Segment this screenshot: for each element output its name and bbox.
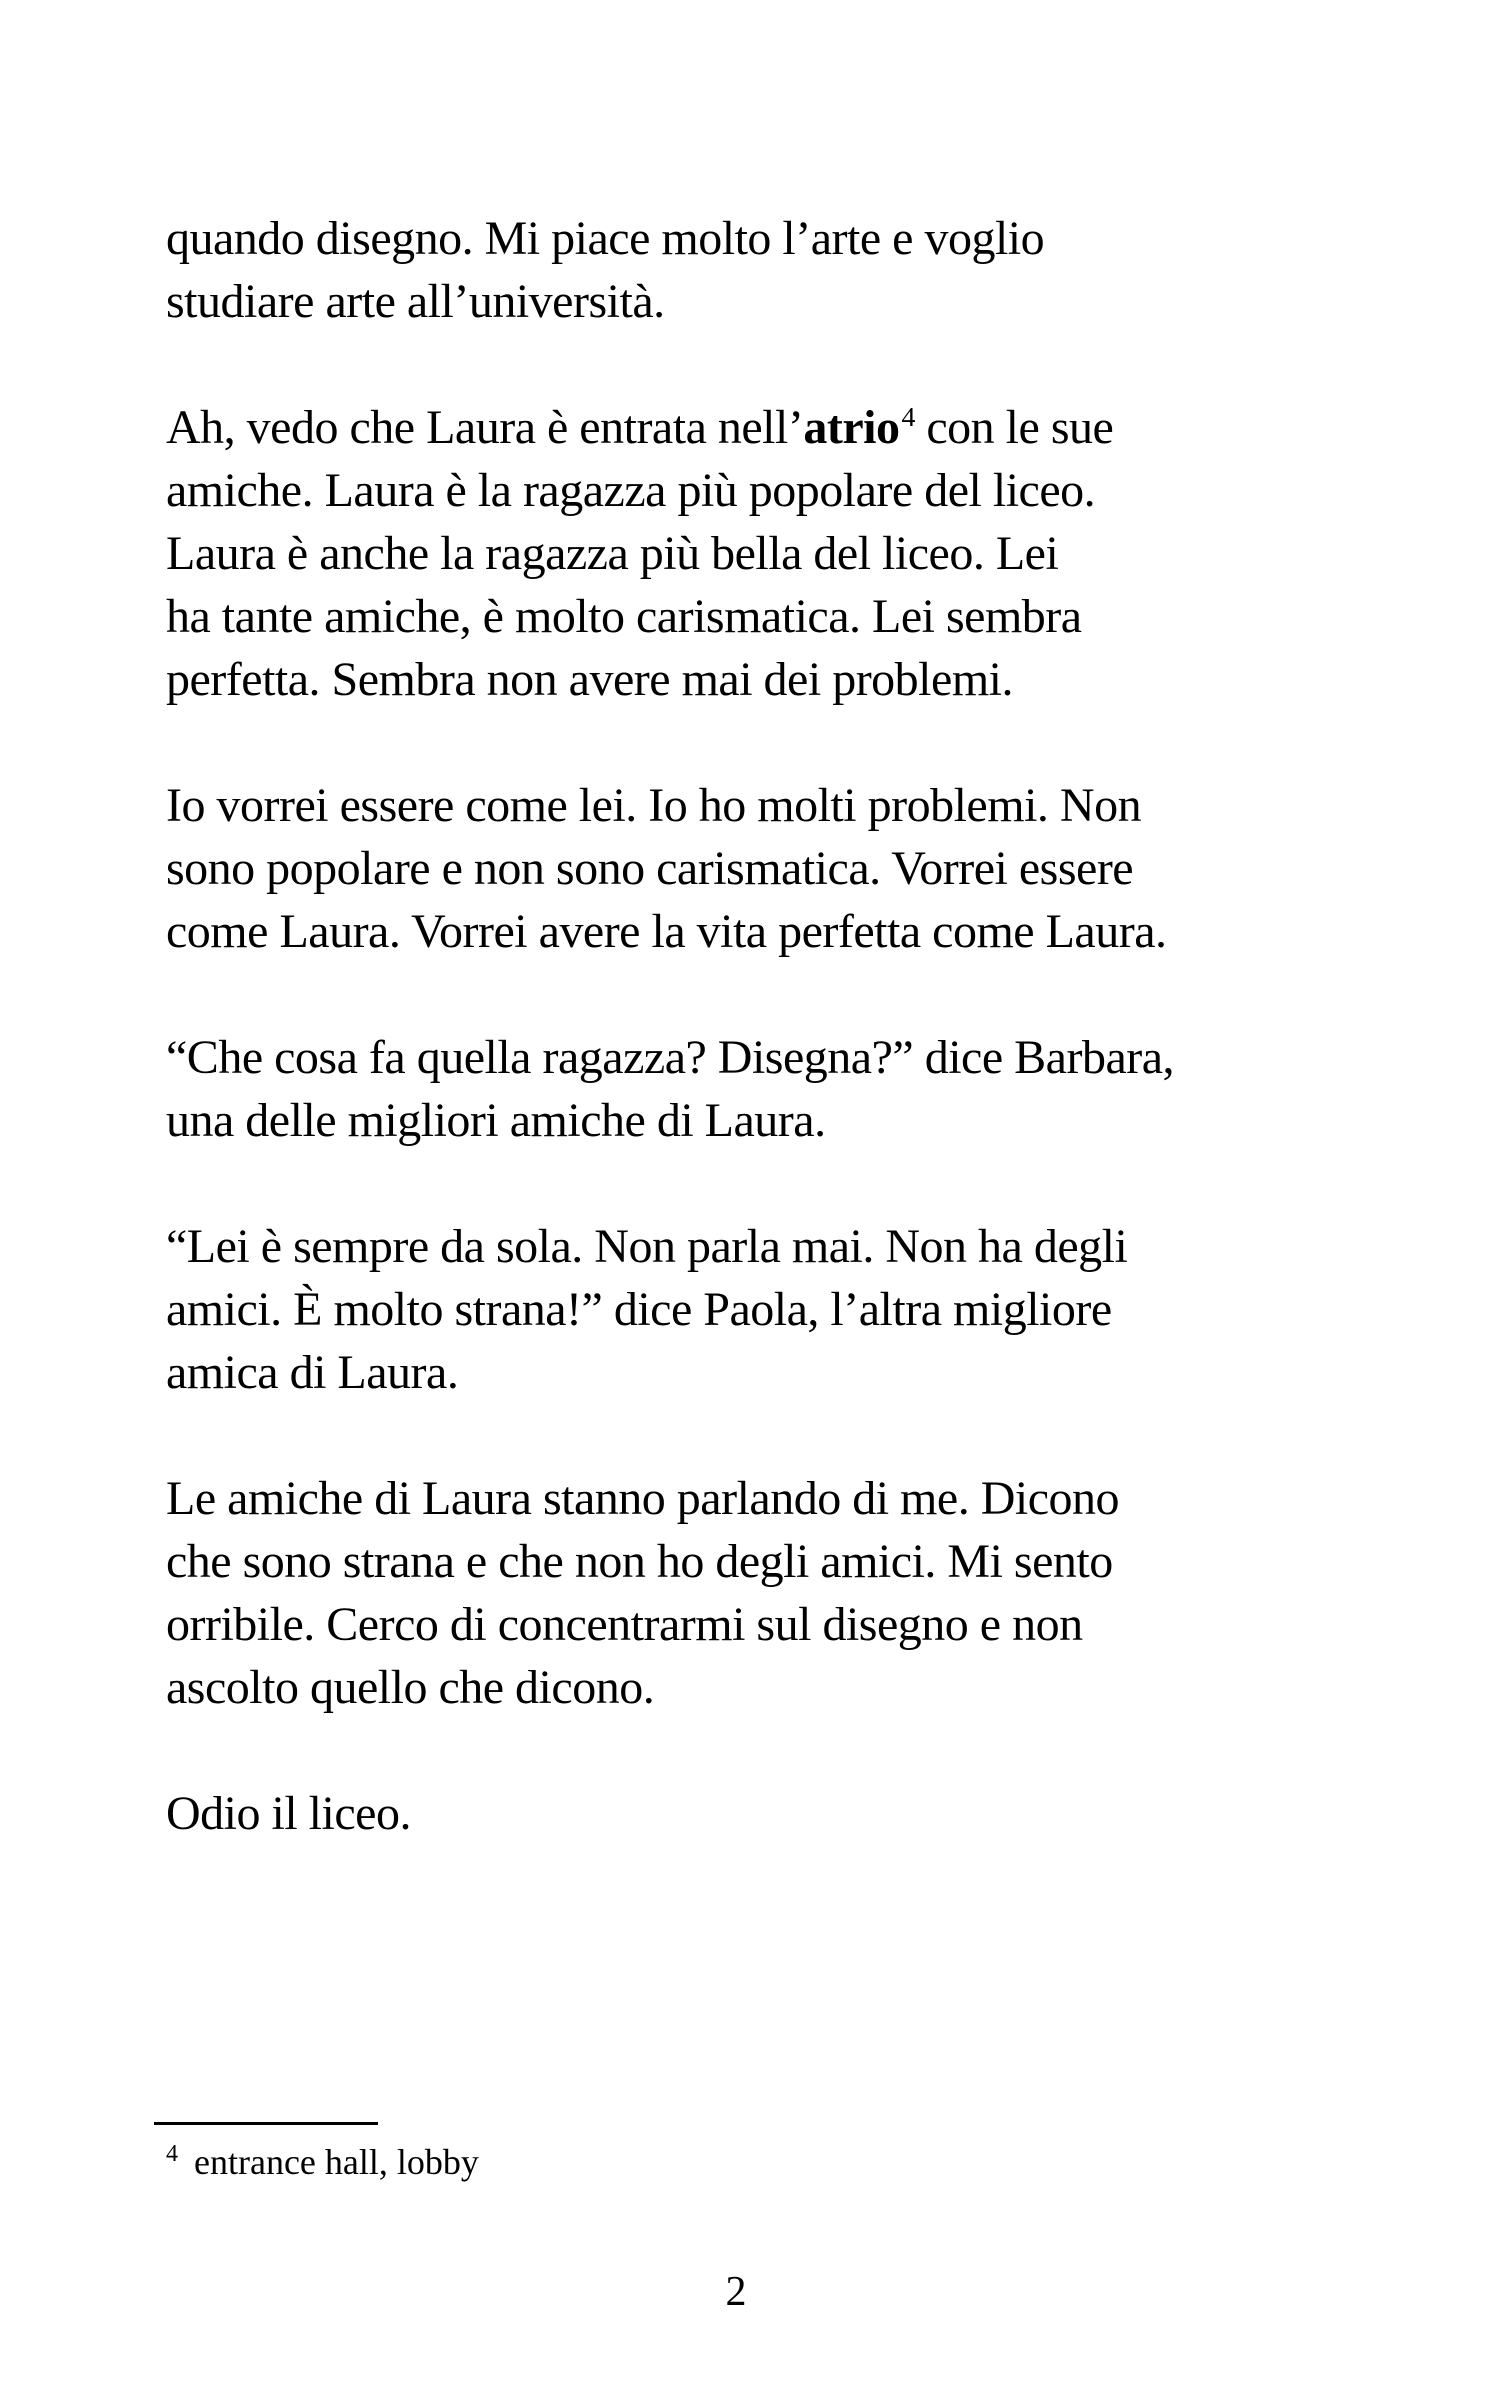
paragraph — [166, 1215, 1306, 1404]
text-line: Laura è anche la ragazza più bella del liceo. Lei — [166, 527, 1059, 580]
footnote — [166, 2140, 479, 2184]
text-line — [166, 396, 1306, 459]
page-number: 2 — [725, 2269, 747, 2315]
text-line: amica di Laura. — [166, 1346, 459, 1399]
footnote-text: entrance hall, lobby — [194, 2142, 479, 2182]
text-segment: Ah, vedo che Laura è entrata nell’ — [166, 401, 804, 454]
text-line: quando disegno. Mi piace molto l’arte e voglio — [166, 212, 1045, 265]
paragraph — [166, 207, 1306, 333]
paragraph — [166, 1467, 1306, 1719]
text-line: una delle migliori amiche di Laura. — [166, 1094, 826, 1147]
text-line: Io vorrei essere come lei. Io ho molti problemi. Non — [166, 779, 1142, 832]
text-line: Odio il liceo. — [166, 1787, 411, 1840]
text-line: studiare arte all’università. — [166, 275, 665, 328]
footnote-divider — [154, 2122, 378, 2125]
text-line: “Che cosa fa quella ragazza? Disegna?” dice Barbara, — [166, 1031, 1175, 1084]
text-line: perfetta. Sembra non avere mai dei problemi. — [166, 653, 1013, 706]
paragraph — [166, 396, 1306, 711]
bold-vocab-term-atrio: atrio — [803, 401, 900, 454]
footnote-marker: 4 — [166, 2141, 178, 2167]
text-segment: con le sue — [914, 401, 1114, 454]
text-line: ascolto quello che dicono. — [166, 1661, 655, 1714]
text-column — [166, 207, 1306, 1908]
text-line: che sono strana e che non ho degli amici. Mi sento — [166, 1535, 1113, 1588]
text-line: “Lei è sempre da sola. Non parla mai. Non ha degli — [166, 1220, 1128, 1273]
text-line: amiche. Laura è la ragazza più popolare del liceo. — [166, 464, 1096, 517]
text-line: ha tante amiche, è molto carismatica. Lei sembra — [166, 590, 1082, 643]
paragraph — [166, 774, 1306, 963]
footnote-reference-4: 4 — [901, 402, 915, 433]
text-line: orribile. Cerco di concentrarmi sul disegno e non — [166, 1598, 1083, 1651]
text-line: amici. È molto strana!” dice Paola, l’altra migliore — [166, 1283, 1112, 1336]
text-line: come Laura. Vorrei avere la vita perfetta come Laura. — [166, 905, 1167, 958]
text-line: sono popolare e non sono carismatica. Vorrei essere — [166, 842, 1134, 895]
paragraph — [166, 1782, 1306, 1845]
text-line: Le amiche di Laura stanno parlando di me. Dicono — [166, 1472, 1119, 1525]
paragraph — [166, 1026, 1306, 1152]
